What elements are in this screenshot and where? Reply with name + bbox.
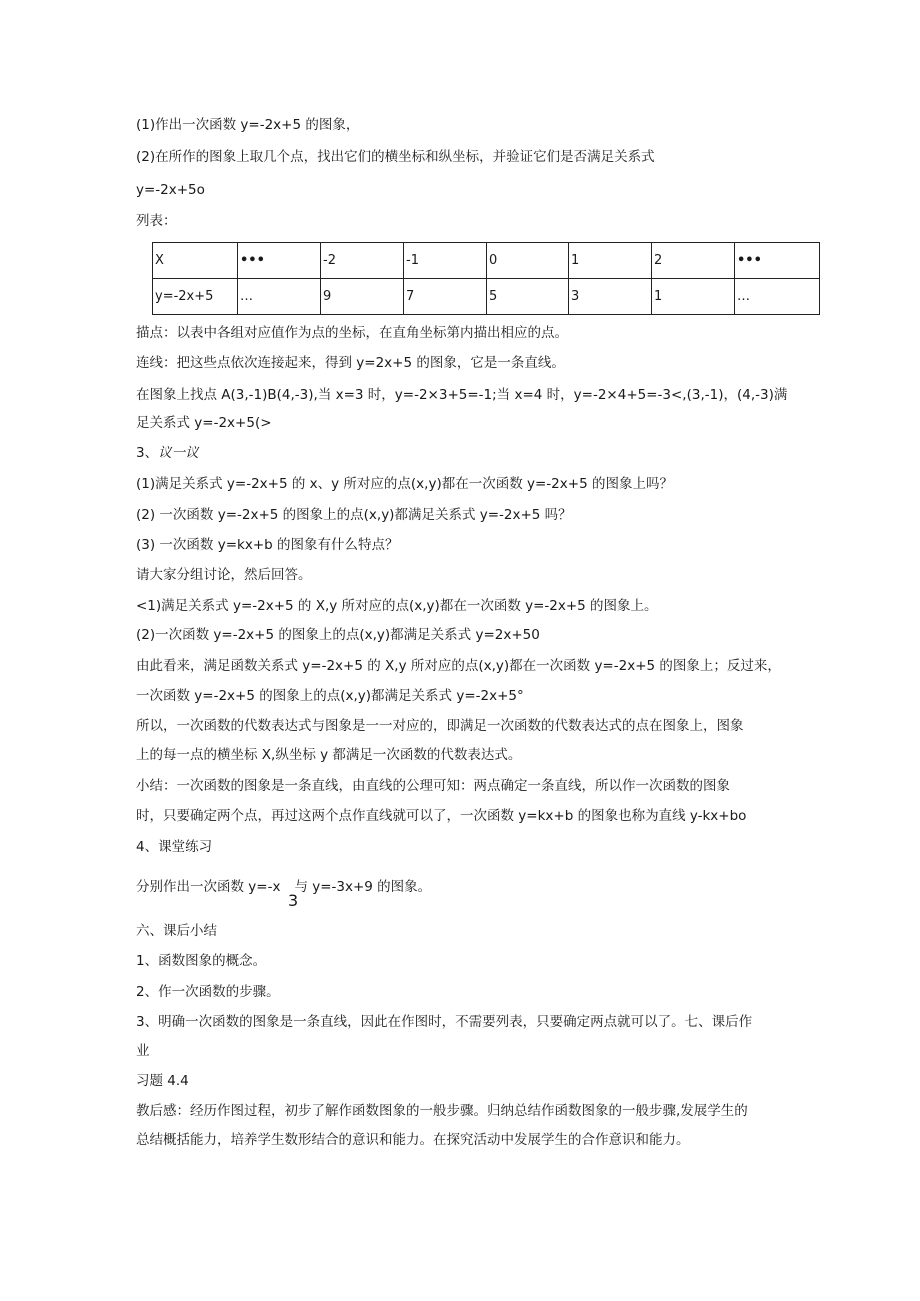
section-number: 3、	[136, 445, 159, 461]
text-line: 业	[136, 1043, 150, 1059]
text-line: <1)满足关系式 y=-2x+5 的 X,y 所对应的点(x,y)都在一次函数 y=-2x+5 的图象上。	[136, 598, 658, 614]
table-row	[153, 243, 820, 279]
exercise-text: 与 y=-3x+9 的图象。	[294, 879, 432, 895]
text-line: (3) 一次函数 y=kx+b 的图象有什么特点？	[136, 537, 399, 553]
exercise-line	[136, 877, 431, 897]
table-cell: •••	[238, 243, 321, 279]
table-cell: -1	[404, 243, 487, 279]
text-line: 列表：	[136, 213, 177, 229]
text-line: (2)一次函数 y=-2x+5 的图象上的点(x,y)都满足关系式 y=2x+50	[136, 627, 540, 643]
table-cell: …	[238, 279, 321, 315]
text-line: 六、课后小结	[136, 923, 217, 939]
table-cell: …	[735, 279, 820, 315]
table-row	[153, 279, 820, 315]
text-line: (2)在所作的图象上取几个点，找出它们的横坐标和纵坐标，并验证它们是否满足关系式	[136, 149, 655, 165]
text-line: 2、作一次函数的步骤。	[136, 984, 280, 1000]
table-cell: 7	[404, 279, 487, 315]
text-line: 教后感：经历作图过程，初步了解作函数图象的一般步骤。归纳总结作函数图象的一般步骤,发展学生的	[136, 1103, 748, 1119]
table-cell: 2	[652, 243, 735, 279]
text-line: 1、函数图象的概念。	[136, 953, 267, 969]
text-line: 一次函数 y=-2x+5 的图象上的点(x,y)都满足关系式 y=-2x+5°	[136, 688, 524, 704]
text-line: 习题 4.4	[136, 1073, 189, 1089]
section-title: 议一议	[158, 445, 199, 461]
text-line: 请大家分组讨论，然后回答。	[136, 567, 312, 583]
text-line: 小结：一次函数的图象是一条直线，由直线的公理可知：两点确定一条直线，所以作一次函数的图象	[136, 778, 730, 794]
text-line: 4、课堂练习	[136, 839, 213, 855]
text-line: (2) 一次函数 y=-2x+5 的图象上的点(x,y)都满足关系式 y=-2x+5 吗？	[136, 507, 572, 523]
table-cell: X	[153, 243, 238, 279]
value-table	[152, 242, 820, 315]
text-line: (1)满足关系式 y=-2x+5 的 x、y 所对应的点(x,y)都在一次函数 y=-2x+5 的图象上吗？	[136, 476, 673, 492]
table-cell: 9	[321, 279, 404, 315]
table-cell: 3	[569, 279, 652, 315]
table-cell: y=-2x+5	[153, 279, 238, 315]
text-line: 3、明确一次函数的图象是一条直线，因此在作图时，不需要列表，只要确定两点就可以了。七、课后作	[136, 1014, 753, 1030]
exercise-text: 分别作出一次函数 y=-x	[136, 879, 281, 895]
text-line: 时，只要确定两个点，再过这两个点作直线就可以了，一次函数 y=kx+b 的图象也称为直线 y-kx+bo	[136, 808, 747, 824]
table-cell: 0	[487, 243, 569, 279]
text-line: 上的每一点的横坐标 X,纵坐标 y 都满足一次函数的代数表达式。	[136, 747, 522, 763]
section-heading	[136, 443, 199, 463]
text-line: y=-2x+5o	[136, 182, 205, 198]
table-cell: 1	[569, 243, 652, 279]
text-line: 足关系式 y=-2x+5(>	[136, 415, 272, 431]
fraction-denominator: 3	[288, 891, 299, 910]
text-line: 总结概括能力，培养学生数形结合的意识和能力。在探究活动中发展学生的合作意识和能力。	[136, 1132, 690, 1148]
text-line: 描点：以表中各组对应值作为点的坐标，在直角坐标第内描出相应的点。	[136, 325, 568, 341]
text-line: 在图象上找点 A(3,-1)B(4,-3),当 x=3 时，y=-2×3+5=-1;当 x=4 时，y=-2×4+5=-3<,(3,-1)，(4,-3)满	[136, 387, 788, 403]
table-cell: •••	[735, 243, 820, 279]
text-line: (1)作出一次函数 y=-2x+5 的图象，	[136, 117, 360, 133]
text-line: 所以，一次函数的代数表达式与图象是一一对应的，即满足一次函数的代数表达式的点在图象上，图象	[136, 718, 744, 734]
text-line: 连线：把这些点依次连接起来，得到 y=2x+5 的图象，它是一条直线。	[136, 355, 565, 371]
table-cell: -2	[321, 243, 404, 279]
text-line: 由此看来，满足函数关系式 y=-2x+5 的 X,y 所对应的点(x,y)都在一次函数 y=-2x+5 的图象上；反过来，	[136, 658, 781, 674]
table-cell: 5	[487, 279, 569, 315]
table-cell: 1	[652, 279, 735, 315]
